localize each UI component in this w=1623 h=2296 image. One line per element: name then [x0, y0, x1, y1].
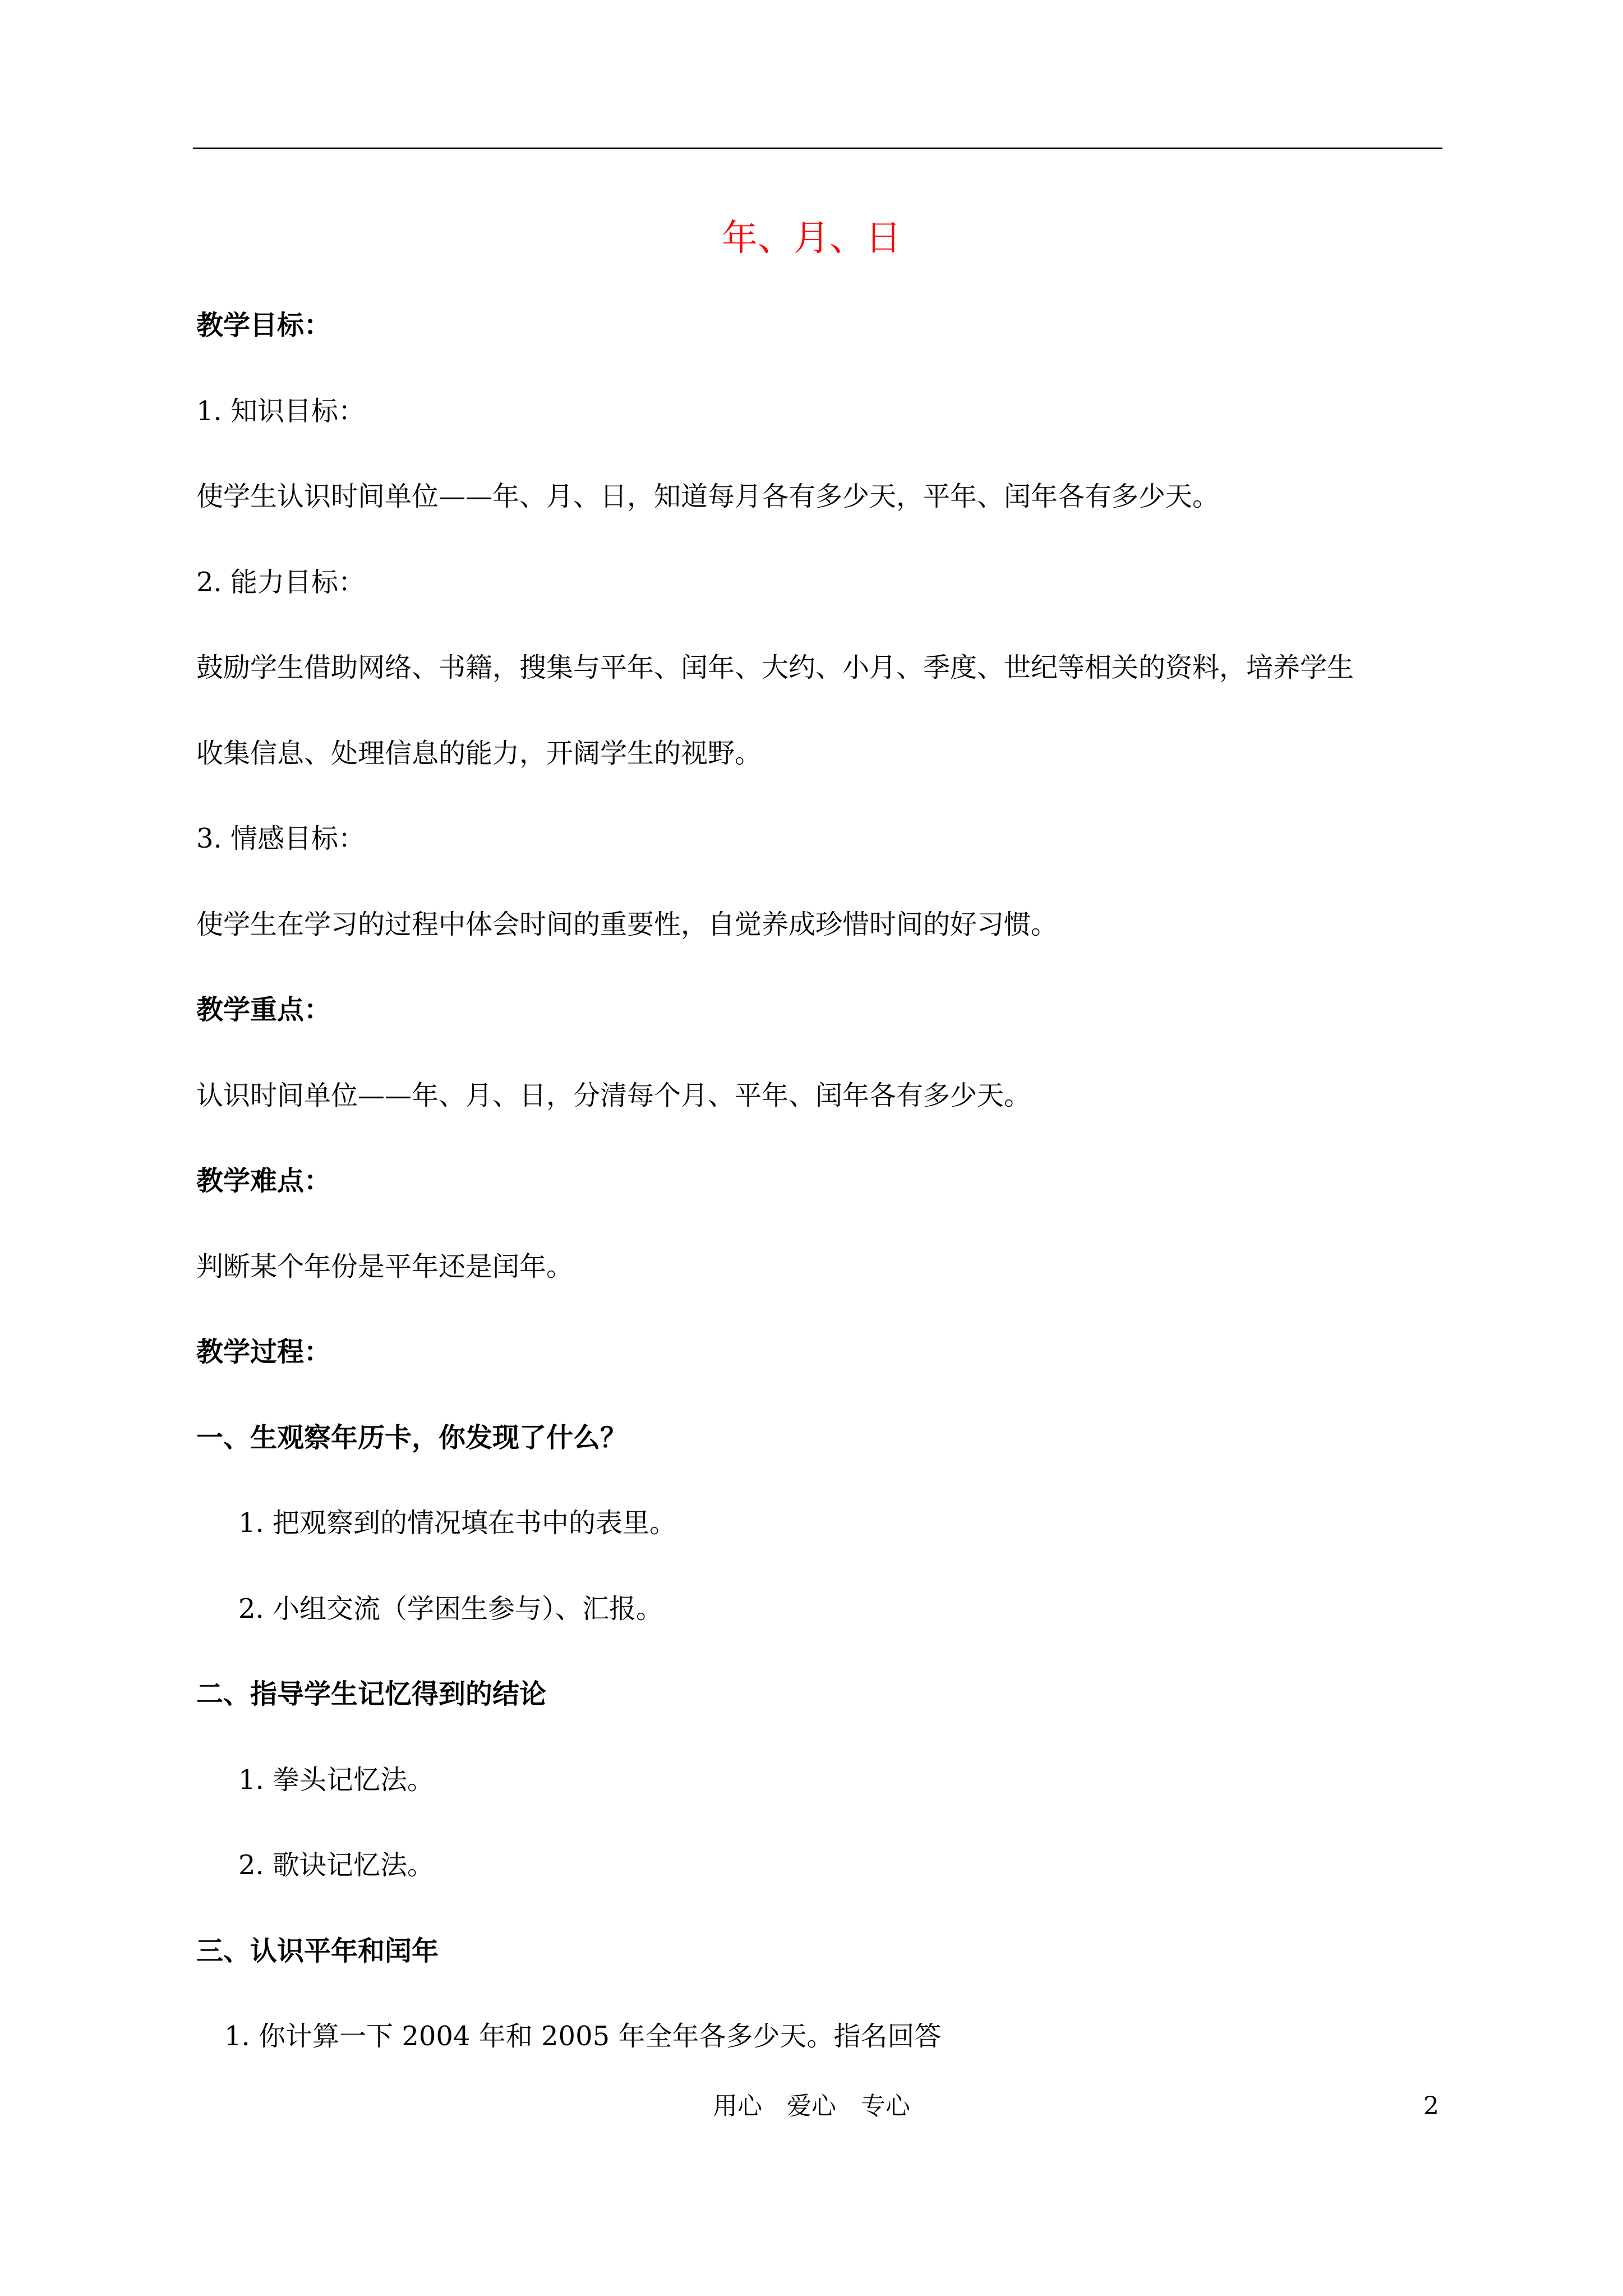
document-title: 年、月、日	[722, 218, 901, 259]
key-points-heading: 教学重点：	[196, 994, 331, 1025]
section-1-item-1: 1. 把观察到的情况填在书中的表里。	[238, 1507, 677, 1539]
ability-objective-label: 2. 能力目标：	[196, 567, 366, 598]
ability-objective-text-line-1: 鼓励学生借助网络、书籍，搜集与平年、闰年、大约、小月、季度、世纪等相关的资料，培养学生	[196, 652, 1354, 683]
header-rule	[193, 148, 1442, 149]
section-1-item-2: 2. 小组交流（学困生参与）、汇报。	[238, 1593, 663, 1625]
section-2-item-2: 2. 歌诀记忆法。	[238, 1849, 435, 1881]
footer-motto: 用心 爱心 专心	[713, 2092, 910, 2120]
process-heading: 教学过程：	[196, 1336, 331, 1368]
emotion-objective-label: 3. 情感目标：	[196, 823, 366, 854]
emotion-objective-text: 使学生在学习的过程中体会时间的重要性，自觉养成珍惜时间的好习惯。	[196, 909, 1058, 940]
difficulties-text: 判断某个年份是平年还是闰年。	[196, 1251, 574, 1282]
section-1-heading: 一、生观察年历卡，你发现了什么？	[196, 1422, 628, 1453]
section-2-heading: 二、指导学生记忆得到的结论	[196, 1678, 547, 1710]
section-2-item-1: 1. 拳头记忆法。	[238, 1764, 435, 1796]
section-3-heading: 三、认识平年和闰年	[196, 1935, 439, 1967]
knowledge-objective-label: 1. 知识目标：	[196, 395, 366, 427]
key-points-text: 认识时间单位——年、月、日，分清每个月、平年、闰年各有多少天。	[196, 1080, 1031, 1111]
knowledge-objective-text: 使学生认识时间单位——年、月、日，知道每月各有多少天，平年、闰年各有多少天。	[196, 481, 1220, 512]
page-number: 2	[1423, 2092, 1439, 2120]
objectives-heading: 教学目标：	[196, 310, 331, 341]
ability-objective-text-line-2: 收集信息、处理信息的能力，开阔学生的视野。	[196, 738, 762, 769]
difficulties-heading: 教学难点：	[196, 1165, 331, 1197]
section-3-item-1: 1. 你计算一下 2004 年和 2005 年全年各多少天。指名回答	[224, 2021, 942, 2052]
